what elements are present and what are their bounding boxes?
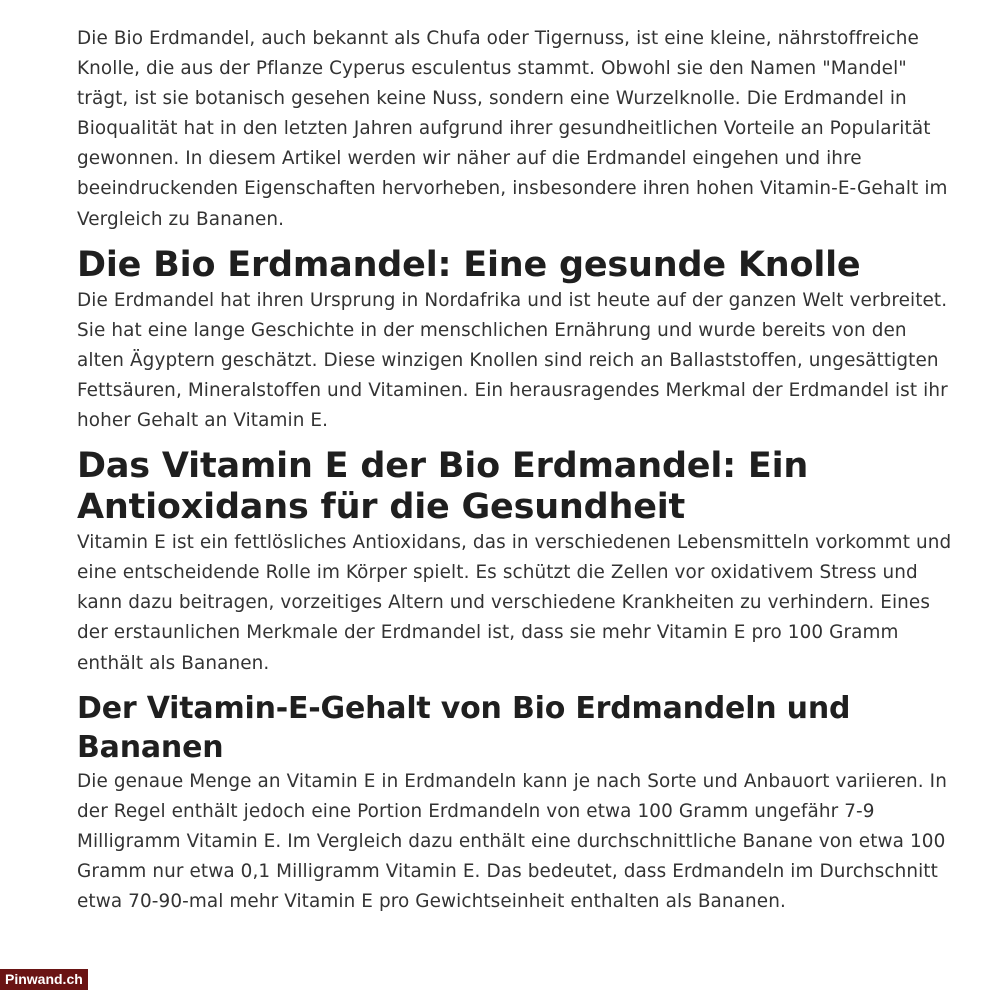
section-paragraph-vitamin-e: Vitamin E ist ein fettlösliches Antioxidans, das in verschiedenen Lebensmitteln vorkommt und eine entscheidende Rolle im Körper spielt. Es schützt die Zellen vor oxidativem Stress und kann dazu beitragen, vorzeitiges Altern und verschiedene Krankheiten zu verhindern. Eines der erstaunlichen Merkmale der Erdmandel ist, dass sie mehr Vitamin E pro 100 Gramm enthält als Bananen. [77,532,952,674]
intro-paragraph: Die Bio Erdmandel, auch bekannt als Chufa oder Tigernuss, ist eine kleine, nährstoffreiche Knolle, die aus der Pflanze Cyperus esculentus stammt. Obwohl sie den Namen "Mandel" trägt, ist sie botanisch gesehen keine Nuss, sondern eine Wurzelknolle. Die Erdmandel in Bioqualität hat in den letzten Jahren aufgrund ihrer gesundheitlichen Vorteile an Popularität gewonnen. In diesem Artikel werden wir näher auf die Erdmandel eingehen und ihre beeindruckenden Eigenschaften hervorheben, insbesondere ihren hohen Vitamin-E-Gehalt im Vergleich zu Bananen. [77,28,948,230]
section-paragraph-knolle: Die Erdmandel hat ihren Ursprung in Nordafrika und ist heute auf der ganzen Welt verbreitet. Sie hat eine lange Geschichte in der menschlichen Ernährung und wurde bereits von den alten Ägyptern geschätzt. Diese winzigen Knollen sind reich an Ballaststoffen, ungesättigten Fettsäuren, Mineralstoffen und Vitaminen. Ein herausragendes Merkmal der Erdmandel ist ihr hoher Gehalt an Vitamin E. [77,289,948,432]
section-heading-vitamin-e-gehalt: Der Vitamin-E-Gehalt von Bio Erdmandeln und Bananen [77,690,851,765]
pinwand-watermark: Pinwand.ch [0,969,88,990]
section-paragraph-vitamin-e-gehalt: Die genaue Menge an Vitamin E in Erdmandeln kann je nach Sorte und Anbauort variieren. In der Regel enthält jedoch eine Portion Erdmandeln von etwa 100 Gramm ungefähr 7-9 Milligramm Vitamin E. Im Vergleich dazu enthält eine durchschnittliche Banane von etwa 100 Gramm nur etwa 0,1 Milligramm Vitamin E. Das bedeutet, dass Erdmandeln im Durchschnitt etwa 70-90-mal mehr Vitamin E pro Gewichtseinheit enthalten als Bananen. [77,770,947,912]
section-heading-vitamin-e: Das Vitamin E der Bio Erdmandel: Ein Antioxidans für die Gesundheit [77,446,809,528]
article [77,24,957,917]
section-heading-knolle: Die Bio Erdmandel: Eine gesunde Knolle [77,244,861,285]
